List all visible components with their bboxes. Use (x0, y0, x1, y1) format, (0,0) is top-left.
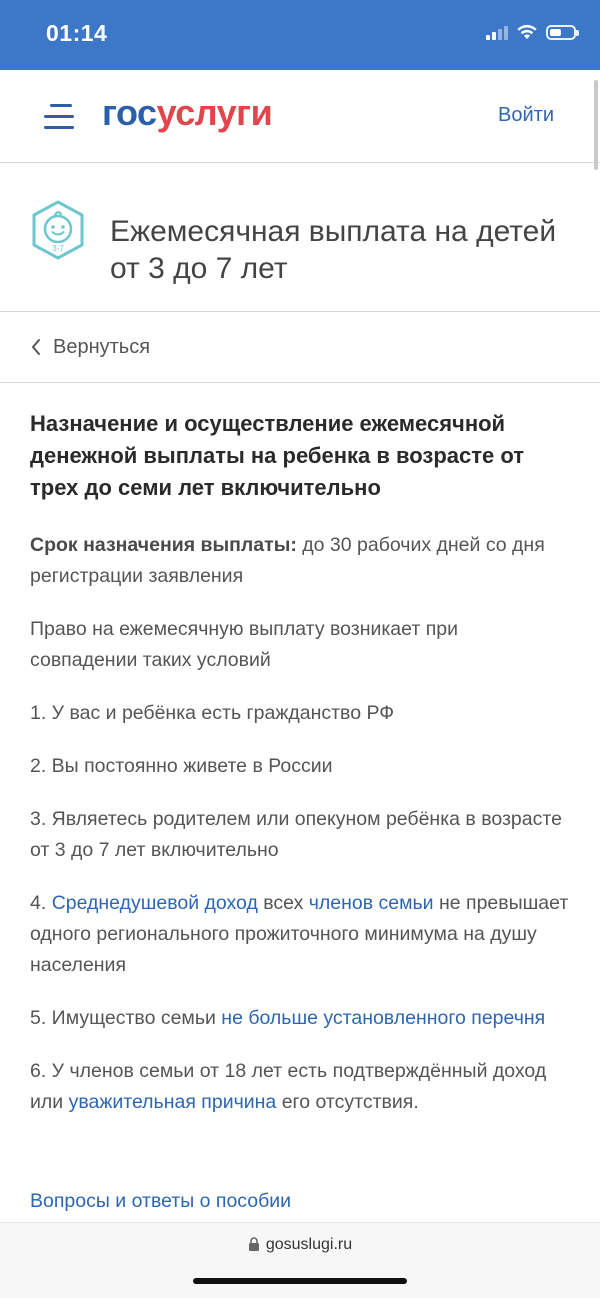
status-icons (486, 24, 576, 40)
condition-4-suffix: не превышает одного регионального прожиточного минимума на душу населения (30, 892, 569, 976)
status-bar (0, 0, 600, 70)
hamburger-menu-icon[interactable] (44, 104, 78, 130)
login-button[interactable]: Войти (498, 104, 554, 126)
site-header (0, 70, 600, 163)
condition-4-mid: всех (257, 892, 309, 914)
address-bar[interactable] (0, 1236, 600, 1254)
condition-3: 3. Являетесь родителем или опекуном ребёнка в возрасте от 3 до 7 лет включительно (30, 808, 562, 861)
service-description (30, 408, 570, 1140)
home-indicator[interactable] (193, 1278, 407, 1284)
child-face-icon (28, 200, 88, 260)
condition-5 (30, 1003, 570, 1034)
url-text: gosuslugi.ru (265, 1236, 353, 1253)
condition-2: 2. Вы постоянно живете в России (30, 755, 333, 777)
term-text: до 30 рабочих дней со дня регистрации заявления (30, 534, 545, 587)
back-label: Вернуться (53, 336, 151, 358)
average-income-link[interactable]: Среднедушевой доход (51, 892, 258, 914)
conditions-intro: Право на ежемесячную выплату возникает при совпадении таких условий (30, 618, 459, 671)
condition-1: 1. У вас и ребёнка есть гражданство РФ (30, 702, 395, 724)
condition-6 (30, 1056, 570, 1118)
condition-4 (30, 888, 570, 981)
valid-reason-link[interactable]: уважительная причина (68, 1091, 277, 1113)
section-heading: Назначение и осуществление ежемесячной денежной выплаты на ребенка в возрасте от трех до семи лет включительно (30, 411, 525, 500)
condition-5-prefix: 5. Имущество семьи (30, 1007, 222, 1029)
service-title: Ежемесячная выплата на детей от 3 до 7 лет (110, 215, 557, 286)
family-members-link[interactable]: членов семьи (308, 892, 434, 914)
status-time: 01:14 (46, 20, 108, 46)
service-title-block (0, 163, 600, 312)
condition-6-prefix: 6. У членов семьи от 18 лет есть подтверждённый доход или (30, 1060, 547, 1113)
battery-icon (546, 25, 576, 40)
cellular-signal-icon (486, 24, 508, 40)
term-label: Срок назначения выплаты: (30, 534, 297, 556)
lock-icon (248, 1237, 260, 1251)
browser-bottom-bar (0, 1222, 600, 1298)
logo-part-2: услуги (156, 92, 273, 133)
logo-part-1: гос (102, 92, 157, 133)
condition-4-prefix: 4. (30, 892, 52, 914)
back-button[interactable] (0, 312, 600, 383)
property-list-link[interactable]: не больше установленного перечня (221, 1007, 546, 1029)
condition-6-suffix: его отсутствия. (276, 1091, 419, 1113)
term-paragraph (30, 530, 570, 592)
faq-link[interactable]: Вопросы и ответы о пособии (30, 1190, 292, 1212)
icon-age-label: 3-7 (52, 244, 64, 253)
wifi-icon (516, 24, 538, 40)
chevron-left-icon (30, 338, 42, 356)
gosuslugi-logo[interactable] (102, 92, 272, 134)
scrollbar[interactable] (594, 80, 598, 170)
